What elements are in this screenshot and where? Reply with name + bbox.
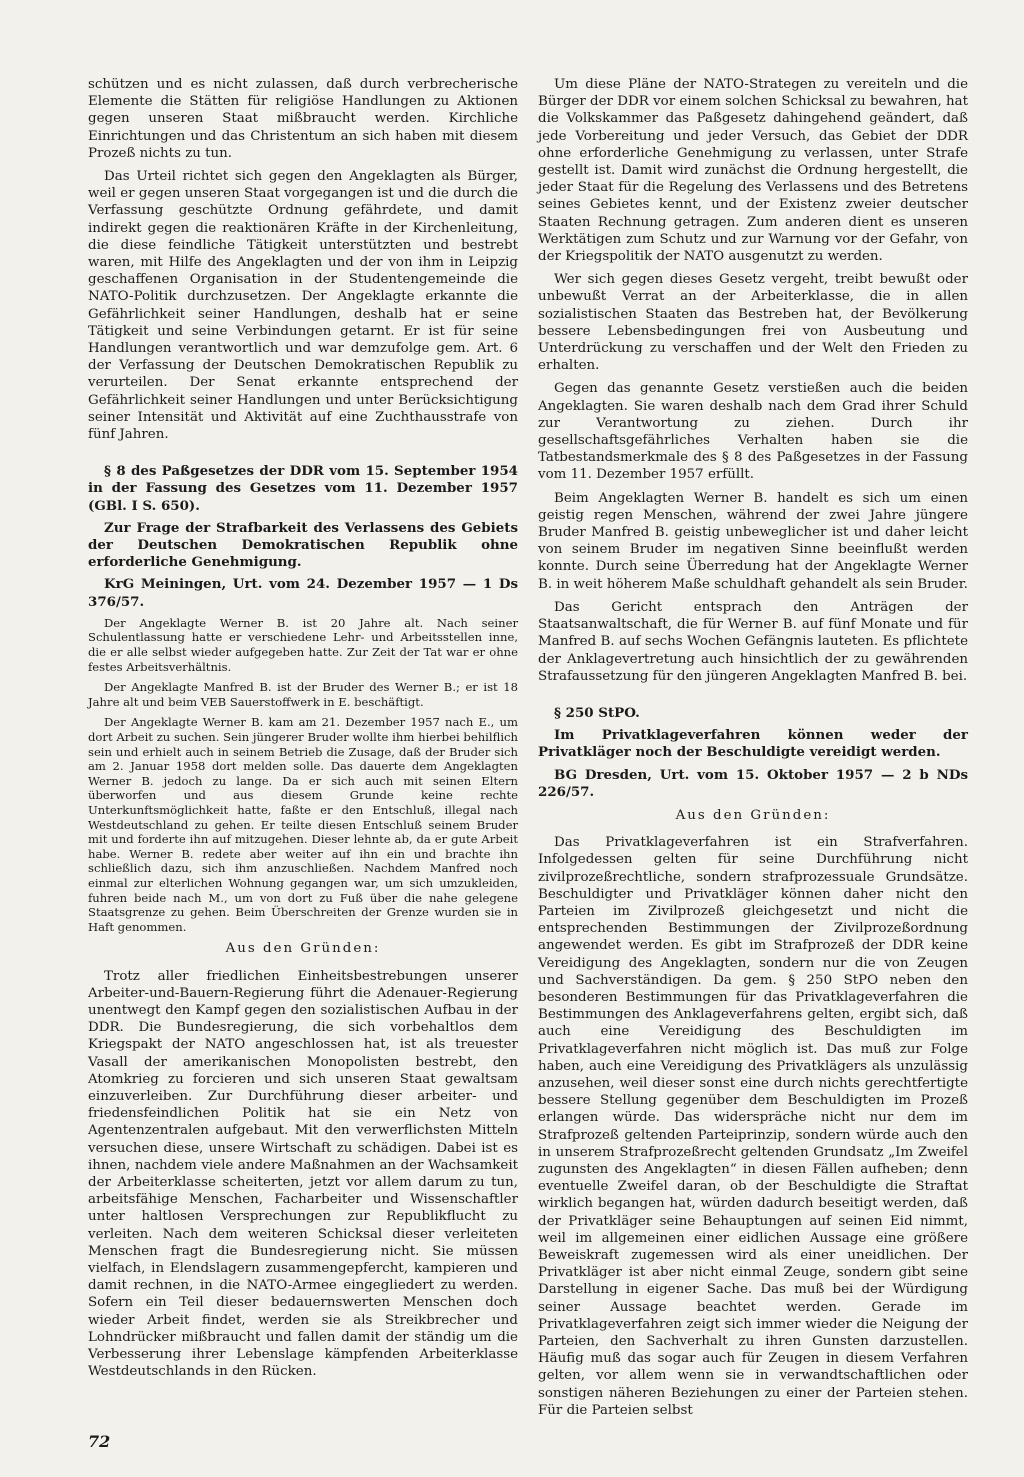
- paragraph: Das Gericht entsprach den Anträgen der Staatsanwaltschaft, die für Werner B. auf fünf Monate und für Manfred B. auf sechs Wochen Gefängnis lauteten. Es pflichtete der Anklagevertretung auch hinsichtlich der zu gewährenden Strafaussetzung für den jüngeren Angeklagten Manfred B. bei.: [538, 599, 968, 684]
- reasons-heading: Aus den Gründen:: [225, 941, 381, 957]
- facts-paragraph: Der Angeklagte Werner B. ist 20 Jahre alt. Nach seiner Schulentlassung hatte er verschiedene Lehr- und Arbeitsstellen inne, die er alle selbst wieder aufgegeben hatte. Zur Zeit der Tat war er ohne festes Arbeitsverhältnis.: [88, 615, 518, 674]
- paragraph: Wer sich gegen dieses Gesetz vergeht, treibt bewußt oder unbewußt Verrat an der Arbeiterklasse, die in allen sozialistischen Staaten das Bestreben hat, der Bevölkerung bessere Lebensbedingungen frei von Ausbeutung und Unterdrückung zu verschaffen und der Welt den Frieden zu erhalten.: [538, 272, 968, 374]
- paragraph: Um diese Pläne der NATO-Strategen zu vereiteln und die Bürger der DDR vor einem solchen Schicksal zu bewahren, hat die Volkskammer das Paßgesetz dahingehend geändert, daß jede Vorbereitung und jeder Versuch, das Gebiet der DDR ohne erforderliche Genehmigung zu verlassen, unter Strafe gestellt ist. Damit wird zunächst die Ordnung hergestellt, die jeder Staat für die Regelung des Verlassens und des Betretens seines Gebietes kennt, und der Existenz zweier deutscher Staaten Rechnung getragen. Zum anderen dient es unseren Werktätigen zum Schutz und zur Warnung vor der Gefahr, von der Kriegspolitik der NATO ausgenutzt zu werden.: [538, 77, 968, 265]
- facts-paragraph: Der Angeklagte Manfred B. ist der Bruder des Werner B.; er ist 18 Jahre alt und beim VEB Sauerstoffwerk in E. beschäftigt.: [88, 680, 518, 709]
- paragraph: Das Urteil richtet sich gegen den Angeklagten als Bürger, weil er gegen unseren Staat vorgegangen ist und die durch die Verfassung geschützte Ordnung gefährdete, und damit indirekt gegen die reaktionären Kräfte in der Kirchenleitung, die diese feindliche Tätigkeit unterstützten und bestrebt waren, mit Hilfe des Angeklagten und der von ihm in Leipzig geschaffenen Organisation in der Studentengemeinde die NATO-Politik durchzusetzen. Der Angeklagte erkannte die Gefährlichkeit seiner Handlungen, deshalb hat er seine Tätigkeit und seine Verbindungen getarnt. Er ist für seine Handlungen verantwortlich und war demzufolge gem. Art. 6 der Verfassung der Deutschen Demokratischen Republik zu verurteilen. Der Senat erkannte entsprechend der Gefährlichkeit seiner Handlungen und unter Berücksichtigung seiner Intensität und Aktivität auf eine Zuchthausstrafe von fünf Jahren.: [88, 169, 518, 443]
- section-heading-topic: Zur Frage der Strafbarkeit des Verlassens des Gebiets der Deutschen Demokratischen Republik ohne erforderliche Genehmigung.: [88, 519, 518, 571]
- paragraph: Beim Angeklagten Werner B. handelt es sich um einen geistig regen Menschen, während der zwei Jahre jüngere Bruder Manfred B. geistig unbeweglicher ist und daher leicht von seinem Bruder im negativen Sinne beeinflußt werden konnte. Durch seine Überredung hat der Angeklagte Werner B. in weit höherem Maße schuldhaft gehandelt als sein Bruder.: [538, 490, 968, 592]
- section-heading-court: KrG Meiningen, Urt. vom 24. Dezember 1957 — 1 Ds 376/57.: [88, 576, 518, 610]
- paragraph: Das Privatklageverfahren ist ein Strafverfahren. Infolgedessen gelten für seine Durchführung nicht zivilprozeßrechtliche, sondern strafprozessuale Grundsätze. Beschuldigter und Privatkläger können daher nicht den Parteien im Zivilprozeß gleichgesetzt und nicht die entsprechenden Bestimmungen der Zivilprozeßordnung angewendet werden. Es gibt im Strafprozeß der DDR keine Vereidigung des Angeklagten, sondern nur die von Zeugen und Sachverständigen. Da gem. § 250 StPO neben den besonderen Bestimmungen für das Privatklageverfahren die Bestimmungen des Anklageverfahrens gelten, ergibt sich, daß auch eine Vereidigung des Beschuldigten im Privatklageverfahren nicht möglich ist. Das muß zur Folge haben, auch eine Vereidigung des Privatklägers als unzulässig anzusehen, weil dieser sonst eine durch nichts gerechtfertigte bessere Stellung gegenüber dem Beschuldigten im Prozeß erlangen würde. Das widerspräche nicht nur dem im Strafprozeß geltenden Parteiprinzip, sondern würde auch den in unserem Strafprozeßrecht geltenden Grundsatz „Im Zweifel zugunsten des Angeklagten“ in diesen Fällen aufheben; denn eventuelle Zweifel daran, ob der Beschuldigte die Straftat wirklich begangen hat, würden dadurch beseitigt werden, daß der Privatkläger seine Behauptungen auf seinen Eid nimmt, weil im allgemeinen einer eidlichen Aussage eine größere Beweiskraft zugemessen wird als einer uneidlichen. Der Privatkläger ist aber nicht einmal Zeuge, sondern gibt seine Darstellung in eigener Sache. Das muß bei der Würdigung seiner Aussage beachtet werden. Gerade im Privatklageverfahren zeigt sich immer wieder die Neigung der Parteien, den Sachverhalt zu ihren Gunsten darzustellen. Häufig muß das sogar auch für Zeugen in diesem Verfahren gelten, vor allem wenn sie in verwandtschaftlichen oder sonstigen näheren Beziehungen zu einer der Parteien stehen. Für die Parteien selbst: [538, 835, 968, 1418]
- facts-paragraph: Der Angeklagte Werner B. kam am 21. Dezember 1957 nach E., um dort Arbeit zu suchen. Sein jüngerer Bruder wollte ihm hierbei behilflich sein und erhielt auch in seinem Betrieb die Zusage, daß der Bruder sich am 2. Januar 1958 dort melden solle. Das dauerte dem Angeklagten Werner B. jedoch zu lange. Da er sich auch mit seinen Eltern überworfen und aus diesem Grunde keine rechte Unterkunftsmöglichkeit hatte, faßte er den Entschluß, illegal nach Westdeutschland zu gehen. Er teilte diesen Entschluß seinem Bruder mit und forderte ihn auf mitzugehen. Dieser lehnte ab, da er gute Arbeit habe. Werner B. redete aber weiter auf ihn ein und brachte ihn schließlich dazu, sich ihm anzuschließen. Nachdem Manfred noch einmal zur elterlichen Wohnung gegangen war, um sich umzukleiden, fuhren beide nach M., um von dort zu Fuß über die nahe gelegene Staatsgrenze zu gehen. Beim Überschreiten der Grenze wurden sie in Haft genommen.: [88, 715, 518, 934]
- spacer: [538, 691, 968, 705]
- spacer: [88, 449, 518, 463]
- paragraph: Gegen das genannte Gesetz verstießen auch die beiden Angeklagten. Sie waren deshalb nach dem Grad ihrer Schuld zur Verantwortung zu ziehen. Durch ihr gesellschaftsgefährliches Verhalten haben sie die Tatbestandsmerkmale des § 8 des Paßgesetzes in der Fassung vom 11. Dezember 1957 erfüllt.: [538, 381, 968, 483]
- section-heading-court: BG Dresden, Urt. vom 15. Oktober 1957 — 2 b NDs 226/57.: [538, 766, 968, 800]
- right-column: [538, 76, 968, 1425]
- section-heading-topic: Im Privatklageverfahren können weder der Privatkläger noch der Beschuldigte vereidigt werden.: [538, 727, 968, 761]
- reasons-heading: Aus den Gründen:: [675, 807, 831, 823]
- paragraph: schützen und es nicht zulassen, daß durch verbrecherische Elemente die Stätten für religiöse Handlungen zu Aktionen gegen unseren Staat mißbraucht werden. Kirchliche Einrichtungen und das Christentum an sich haben mit diesem Prozeß nichts zu tun.: [88, 77, 518, 161]
- left-column: [88, 76, 518, 1386]
- section-heading-law: § 8 des Paßgesetzes der DDR vom 15. September 1954 in der Fassung des Gesetzes vom 11. Dezember 1957 (GBl. I S. 650).: [88, 463, 518, 514]
- paragraph: Trotz aller friedlichen Einheitsbestrebungen unserer Arbeiter-und-Bauern-Regierung führt die Adenauer-Regierung unentwegt den Kampf gegen den sozialistischen Aufbau in der DDR. Die Bundesregierung, die sich vorbehaltlos dem Kriegspakt der NATO angeschlossen hat, ist als treuester Vasall der amerikanischen Monopolisten bestrebt, den Atomkrieg zu forcieren und sich unseren Staat gewaltsam einzuverleiben. Zur Durchführung dieser arbeiter- und friedensfeindlichen Politik hat sie ein Netz von Agentenzentralen aufgebaut. Mit den verwerflichsten Mitteln versuchen diese, unsere Wirtschaft zu schädigen. Dabei ist es ihnen, nachdem viele andere Maßnahmen an der Wachsamkeit der Arbeiterklasse scheiterten, jetzt vor allem darum zu tun, arbeitsfähige Menschen, Facharbeiter und Wissenschaftler unter haltlosen Versprechungen zur Republikflucht zu verleiten. Nach dem weiteren Schicksal dieser verleiteten Menschen fragt die Bundesregierung nicht. Sie müssen vielfach, in Elendslagern zusammengepfercht, kampieren und damit rechnen, in die NATO-Armee eingegliedert zu werden. Sofern ein Teil dieser bedauernswerten Menschen doch wieder Arbeit findet, werden sie als Streikbrecher und Lohndrücker mißbraucht und fallen damit der ständig um die Verbesserung ihrer Lebenslage kämpfenden Arbeiterklasse Westdeutschlands in den Rücken.: [88, 968, 518, 1380]
- section-heading-law: § 250 StPO.: [554, 704, 640, 721]
- page-number: 72: [88, 1432, 111, 1451]
